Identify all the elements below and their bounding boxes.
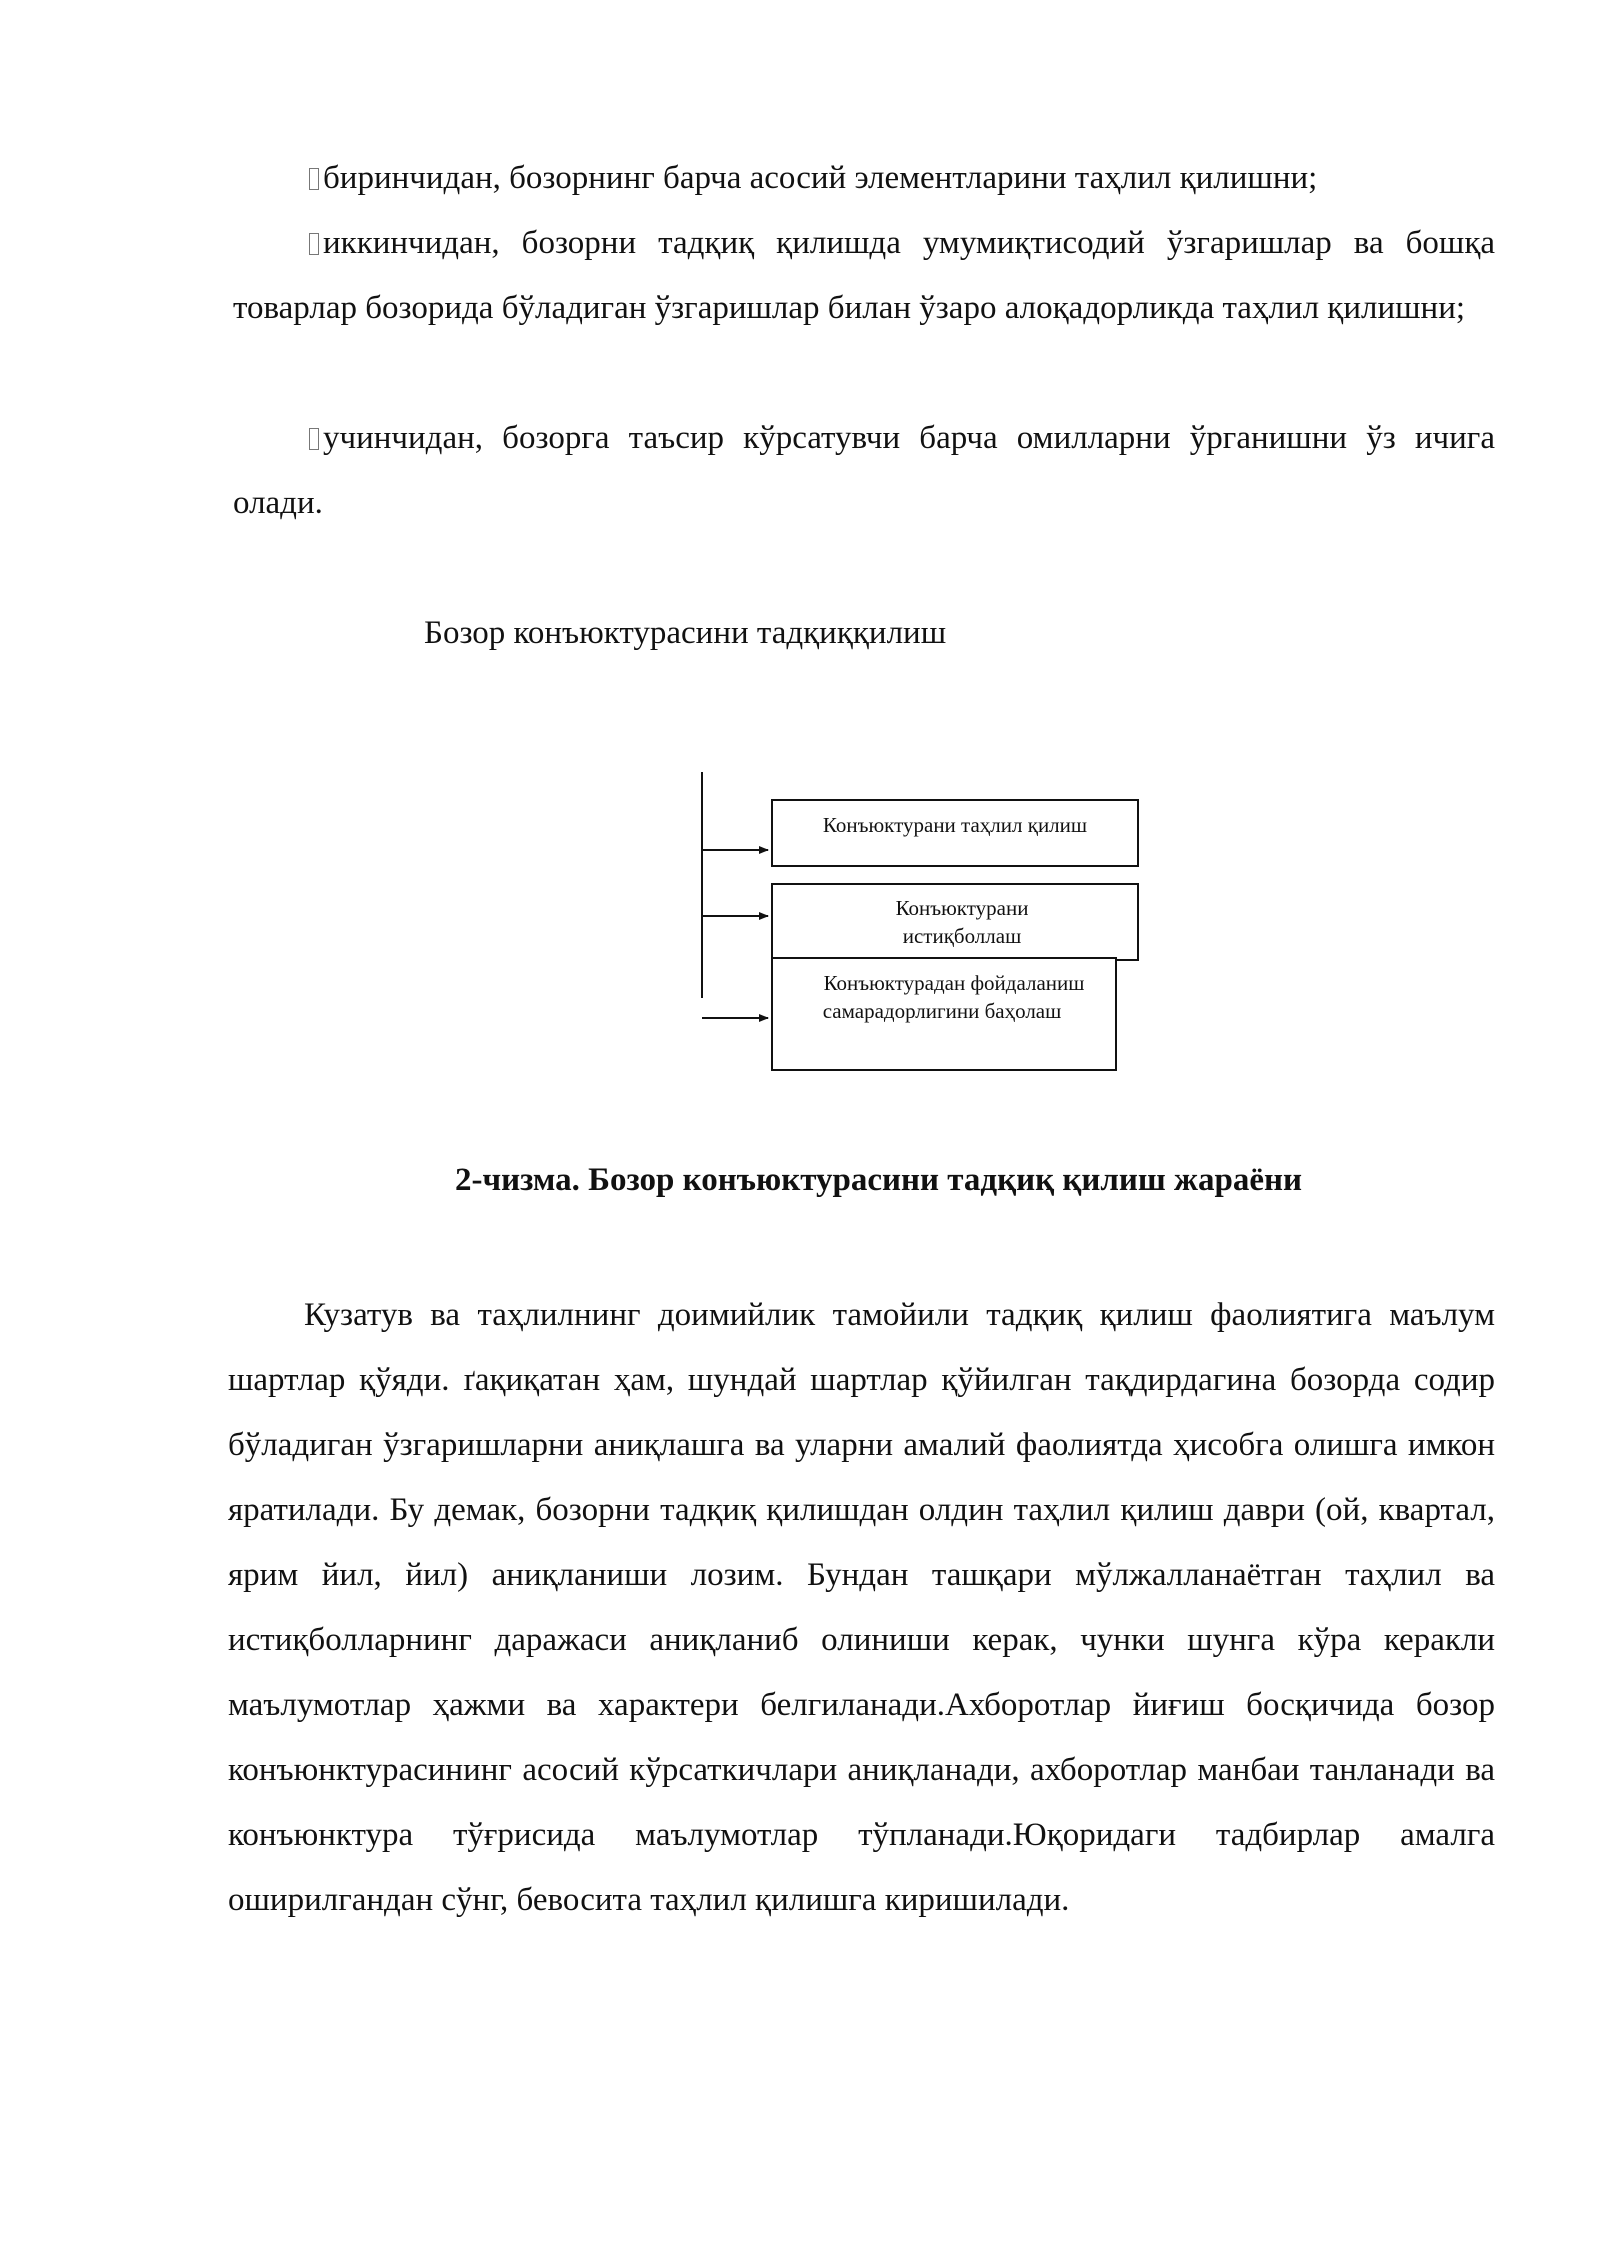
paragraph-second-point [233,211,1495,341]
analysis-box-label: Конъюктурани таҳлил қилиш [822,813,1088,837]
missing-glyph-bullet-icon [309,428,319,450]
forecast-box-label-line-1: Конъюктурани [895,896,1029,920]
missing-glyph-bullet-icon [309,168,319,190]
process-diagram [680,760,1160,1080]
forecast-box-label-line-2: истиқболлаш [902,924,1022,948]
efficiency-box-label-line-2: самарадорлигини баҳолаш [822,999,1062,1023]
figure-caption: 2-чизма. Бозор конъюктурасини тадқиқ қилиш жараёни [455,1162,1302,1198]
paragraph-body: Кузатув ва таҳлилнинг доимийлик тамойили тадқиқ қилиш фаолиятига маълум шартлар қўяди. ґақиқатан ҳам, шундай шартлар қўйилган тақдирдагина бозорда содир бўладиган ўзгаришларни аниқлашга ва уларни амалий фаолиятда ҳисобга олишга имкон яратилади. Бу демак, бозорни тадқиқ қилишдан олдин таҳлил қилиш даври (ой, квартал, ярим йил, йил) аниқланиши лозим. Бундан ташқари мўлжалланаётган таҳлил ва истиқболларнинг даражаси аниқланиб олиниши керак, чунки шунга кўра керакли маълумотлар ҳажми ва характери белгиланади.Ахборотлар йиғиш босқичида бозор конъюнктурасининг асосий кўрсаткичлари аниқланади, ахборотлар манбаи танланади ва конъюнктура тўғрисида маълумотлар тўпланади.Юқоридаги тадбирлар амалга оширилгандан сўнг, бевосита таҳлил қилишга киришилади. [228,1297,1495,1918]
paragraph-text: биринчидан, бозорнинг барча асосий элементларини таҳлил қилишни; [323,160,1318,196]
diagram-title: Бозор конъюктурасини тадқиққилиш [424,615,947,651]
paragraph-text: учинчидан, бозорга таъсир кўрсатувчи барча омилларни ўрганишни ўз ичига олади. [233,420,1495,521]
efficiency-box-label-line-1: Конъюктурадан фойдаланиш [823,971,1085,995]
paragraph-third-point [233,406,1495,536]
paragraph-first-point [233,146,1495,211]
missing-glyph-bullet-icon [309,233,319,255]
paragraph-text: иккинчидан, бозорни тадқиқ қилишда умумиқтисодий ўзгаришлар ва бошқа товарлар бозорида бўладиган ўзгаришлар билан ўзаро алоқадорликда таҳлил қилишни; [233,225,1495,326]
